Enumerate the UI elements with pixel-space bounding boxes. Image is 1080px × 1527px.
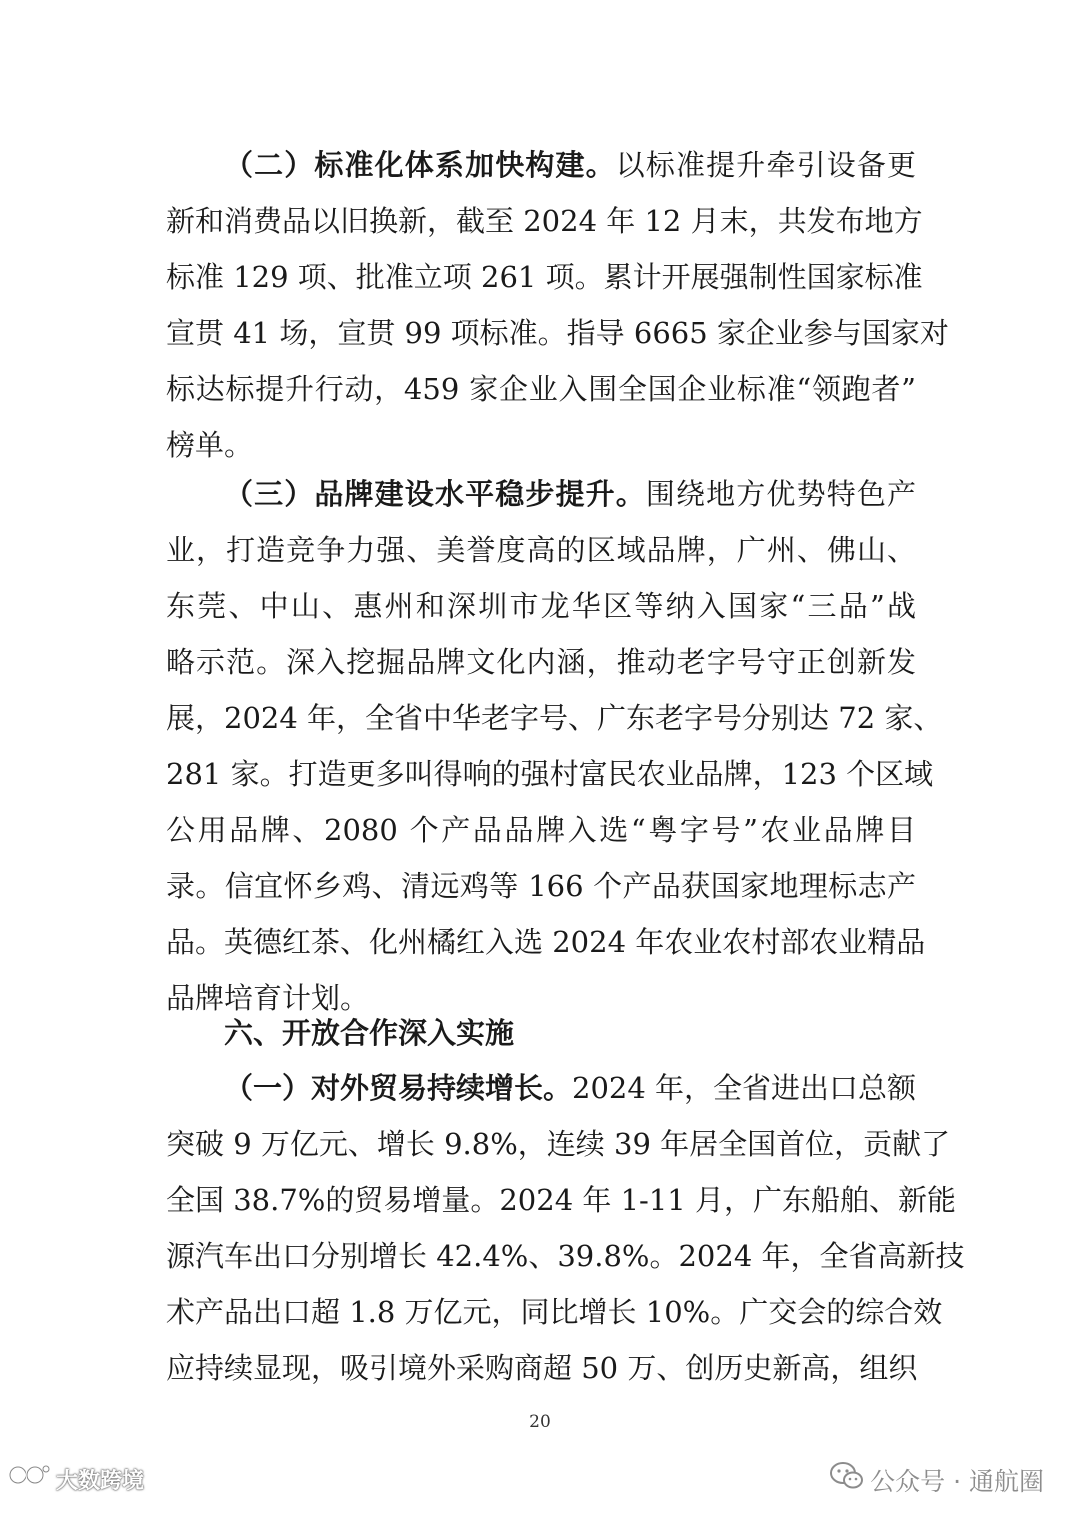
watermark-left: [8, 1462, 144, 1502]
paragraph-line: （二）标准化体系加快构建。以标准提升牵引设备更: [224, 148, 916, 182]
paragraph-line: 标达标提升行动，459 家企业入围全国企业标准“领跑者”: [166, 372, 916, 406]
paragraph-lead: （二）标准化体系加快构建。: [224, 148, 616, 182]
paragraph-line: 略示范。深入挖掘品牌文化内涵，推动老字号守正创新发: [166, 645, 916, 679]
watermark-right: [830, 1460, 1044, 1504]
paragraph-line: 源汽车出口分别增长 42.4%、39.8%。2024 年，全省高新技: [166, 1239, 965, 1273]
paragraph-line: 应持续显现，吸引境外采购商超 50 万、创历史新高，组织: [166, 1351, 918, 1385]
paragraph-line: 东莞、中山、惠州和深圳市龙华区等纳入国家“三品”战: [166, 589, 916, 623]
paragraph-line: 术产品出口超 1.8 万亿元，同比增长 10%。广交会的综合效: [166, 1295, 943, 1329]
watermark-logo-icon: [8, 1462, 52, 1502]
paragraph-branding: [166, 466, 943, 1026]
watermark-left-text: 大数跨境: [56, 1469, 145, 1494]
paragraph-line: （一）对外贸易持续增长。2024 年，全省进出口总额: [224, 1071, 917, 1105]
paragraph-line: 品。英德红茶、化州橘红入选 2024 年农业农村部农业精品: [166, 925, 926, 959]
paragraph-line: 榜单。: [166, 428, 254, 462]
paragraph-line: 突破 9 万亿元、增长 9.8%，连续 39 年居全国首位，贡献了: [166, 1127, 951, 1161]
watermark-right-text: 公众号 · 通航圈: [870, 1467, 1044, 1496]
paragraph-line: 展，2024 年，全省中华老字号、广东老字号分别达 72 家、: [166, 701, 943, 735]
paragraph-line: （三）品牌建设水平稳步提升。围绕地方优势特色产: [224, 477, 916, 511]
paragraph-line: 公用品牌、2080 个产品品牌入选“粤字号”农业品牌目: [166, 813, 916, 847]
section-heading: [166, 1005, 916, 1061]
paragraph-line: 宣贯 41 场，宣贯 99 项标准。指导 6665 家企业参与国家对: [166, 316, 949, 350]
paragraph-line: 全国 38.7%的贸易增量。2024 年 1-11 月，广东船舶、新能: [166, 1183, 956, 1217]
paragraph-foreign-trade: [166, 1060, 965, 1396]
paragraph-line: 281 家。打造更多叫得响的强村富民农业品牌，123 个区域: [166, 757, 934, 791]
paragraph-lead: （一）对外贸易持续增长。: [224, 1071, 573, 1105]
paragraph-line: 标准 129 项、批准立项 261 项。累计开展强制性国家标准: [166, 260, 923, 294]
wechat-icon: [830, 1461, 864, 1505]
paragraph-standardization: [166, 137, 949, 473]
paragraph-line: 品牌培育计划。: [166, 981, 370, 1015]
paragraph-line: 新和消费品以旧换新，截至 2024 年 12 月末，共发布地方: [166, 204, 923, 238]
paragraph-line: 业，打造竞争力强、美誉度高的区域品牌，广州、佛山、: [166, 533, 916, 567]
paragraph-line: 录。信宜怀乡鸡、清远鸡等 166 个产品获国家地理标志产: [166, 869, 916, 903]
section-heading-text: 六、开放合作深入实施: [224, 1016, 515, 1050]
page-number: 20: [529, 1412, 551, 1432]
paragraph-lead: （三）品牌建设水平稳步提升。: [224, 477, 646, 511]
